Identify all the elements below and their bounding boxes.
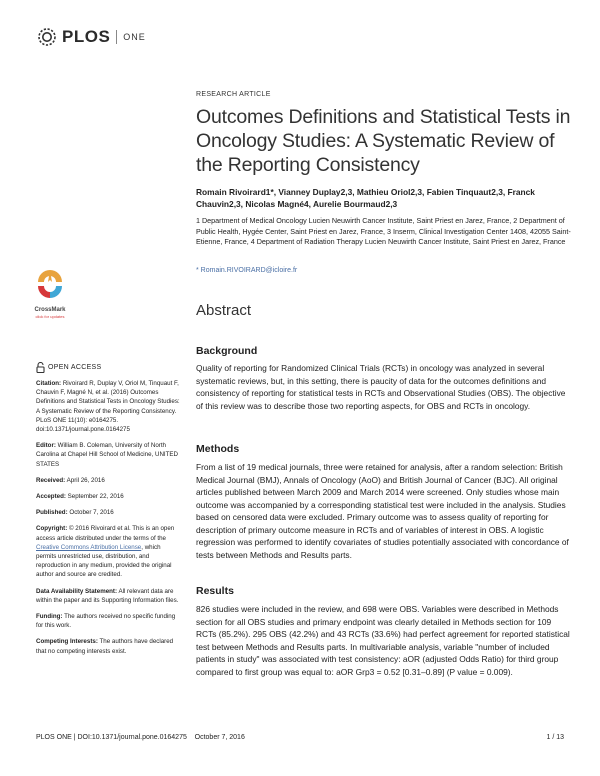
crossmark-badge[interactable] (34, 268, 66, 320)
page-number: 1 / 13 (546, 734, 564, 741)
published-date: October 7, 2016 (69, 509, 114, 517)
crossmark-icon (34, 268, 66, 302)
accepted-label: Accepted: (36, 493, 66, 501)
published-label: Published: (36, 509, 68, 517)
methods-heading: Methods (196, 443, 240, 455)
citation-block (36, 379, 182, 434)
page-footer (36, 734, 564, 741)
editor-text: William B. Coleman, University of North Carolina at Chapel Hill School of Medicine, UNITED STATES (36, 442, 179, 468)
open-access-label: OPEN ACCESS (48, 363, 102, 371)
copyright-block (36, 524, 182, 579)
plos-one-logo (36, 26, 146, 48)
editor-label: Editor: (36, 442, 56, 450)
citation-text: Rivoirard R, Duplay V, Oriol M, Tinquaut F, Chauvin F, Magné N, et al. (2016) Outcomes Definitions and Statistical Tests in Oncology Studies: A Systematic Review of the Reporting Consistency. PLoS ONE 11(10): e0164275. doi:10.1371/journal.pone.0164275 (36, 380, 180, 434)
creative-commons-link[interactable]: Creative Commons Attribution License (36, 543, 142, 551)
abstract-heading: Abstract (196, 302, 252, 319)
published-block (36, 508, 182, 517)
methods-text: From a list of 19 medical journals, three were retained for analysis, after a random selection: British Medical Journal (BMJ), Annals of Oncology (AoO) and British Journal of Cancer (BJC). All original articles published between March 2009 and March 2014 were screened. Only studies whose main outcome was accompanied by a corresponding statistical test were included in the analysis. Studies based on censored data were excluded. Primary outcome was to assess quality of reporting for description of primary outcome measure in RCTs and of variables of interest in OBS. A logistic regression was performed to identify covariates of studies potentially associated with concordance of tests between Methods and Results parts. (196, 462, 569, 560)
copyright-text-1: © 2016 Rivoirard et al. This is an open access article distributed under the terms of the (36, 525, 175, 542)
article-title: Outcomes Definitions and Statistical Tests in Oncology Studies: A Systematic Review of the Reporting Consistency (196, 106, 571, 176)
editor-block (36, 441, 182, 469)
funding-text: The authors received no specific funding for this work. (36, 613, 176, 630)
competing-interests-text: The authors have declared that no competing interests exist. (36, 638, 174, 655)
data-availability-label: Data Availability Statement: (36, 587, 118, 595)
accepted-block (36, 492, 182, 501)
logo-plos-text: PLOS (62, 27, 111, 46)
footer-citation: PLOS ONE | DOI:10.1371/journal.pone.0164275 October 7, 2016 (36, 734, 245, 741)
results-heading: Results (196, 585, 234, 597)
logo-one-text: ONE (123, 32, 146, 42)
author-list: Romain Rivoirard1*, Vianney Duplay2,3, Mathieu Oriol2,3, Fabien Tinquaut2,3, Franck Chauvin2,3, Nicolas Magné4, Aurelie Bourmaud2,3 (196, 187, 535, 209)
data-availability-text: All relevant data are within the paper and its Supporting Information files. (36, 587, 179, 604)
data-availability-block (36, 587, 182, 605)
copyright-text-2: , which permits unrestricted use, distribution, and reproduction in any medium, provided the original author and source are credited. (36, 543, 172, 579)
crossmark-label: CrossMark (34, 307, 66, 313)
results-text: 826 studies were included in the review, and 698 were OBS. Variables were described in Methods section for all OBS studies and primary endpoint was clearly detailed in Methods section for 109 RCTs (85.2%). 295 OBS (42.2%) and 43 RCTs (33.6%) had perfect agreement for reported statistical test between Methods and Results parts. In multivariable analysis, variable "number of included patients in study" was associated with test consistency: aOR (adjusted Odds Ratio) for third group compared to first group was equal to: aOR Grp3 = 0.52 [0.31–0.89] (P value = 0.009). (196, 604, 570, 677)
accepted-date: September 22, 2016 (67, 493, 124, 501)
affiliations: 1 Department of Medical Oncology Lucien Neuwirth Cancer Institute, Saint Priest en Jarez, France, 2 Department of Public Health, Hygée Center, Saint Priest en Jarez, France, 3 Inserm, Clinical Investigation Center 1408, 42055 Saint-Etienne, France, 4 Department of Radiation Therapy Lucien Neuwirth Cancer Institute, Saint Priest en Jarez, France (196, 216, 571, 246)
crossmark-sublabel: click for updates (35, 314, 65, 319)
open-lock-icon (36, 362, 45, 373)
plos-logo-icon (36, 26, 58, 48)
competing-interests-block (36, 637, 182, 655)
received-date: April 26, 2016 (66, 476, 105, 484)
citation-label: Citation: (36, 380, 62, 387)
logo-divider (116, 30, 117, 44)
received-label: Received: (36, 476, 66, 484)
funding-block (36, 612, 182, 630)
copyright-label: Copyright: (36, 525, 68, 533)
open-access-badge (36, 362, 182, 373)
corresponding-email-link[interactable]: * Romain.RIVOIRARD@icloire.fr (196, 267, 298, 274)
background-heading: Background (196, 345, 258, 357)
background-text: Quality of reporting for Randomized Clinical Trials (RCTs) in oncology was analyzed in several systematic reviews, but, in this setting, there is paucity of data for the outcomes definitions and consistency of reporting for statistical tests in RCTs and Observational Studies (OBS). The objective of this review was to describe those two reporting aspects, for OBS and RCTs in oncology. (196, 363, 566, 411)
funding-label: Funding: (36, 613, 63, 621)
received-block (36, 476, 182, 485)
article-type: RESEARCH ARTICLE (196, 91, 271, 98)
competing-interests-label: Competing Interests: (36, 638, 98, 646)
article-info-sidebar (36, 362, 182, 663)
